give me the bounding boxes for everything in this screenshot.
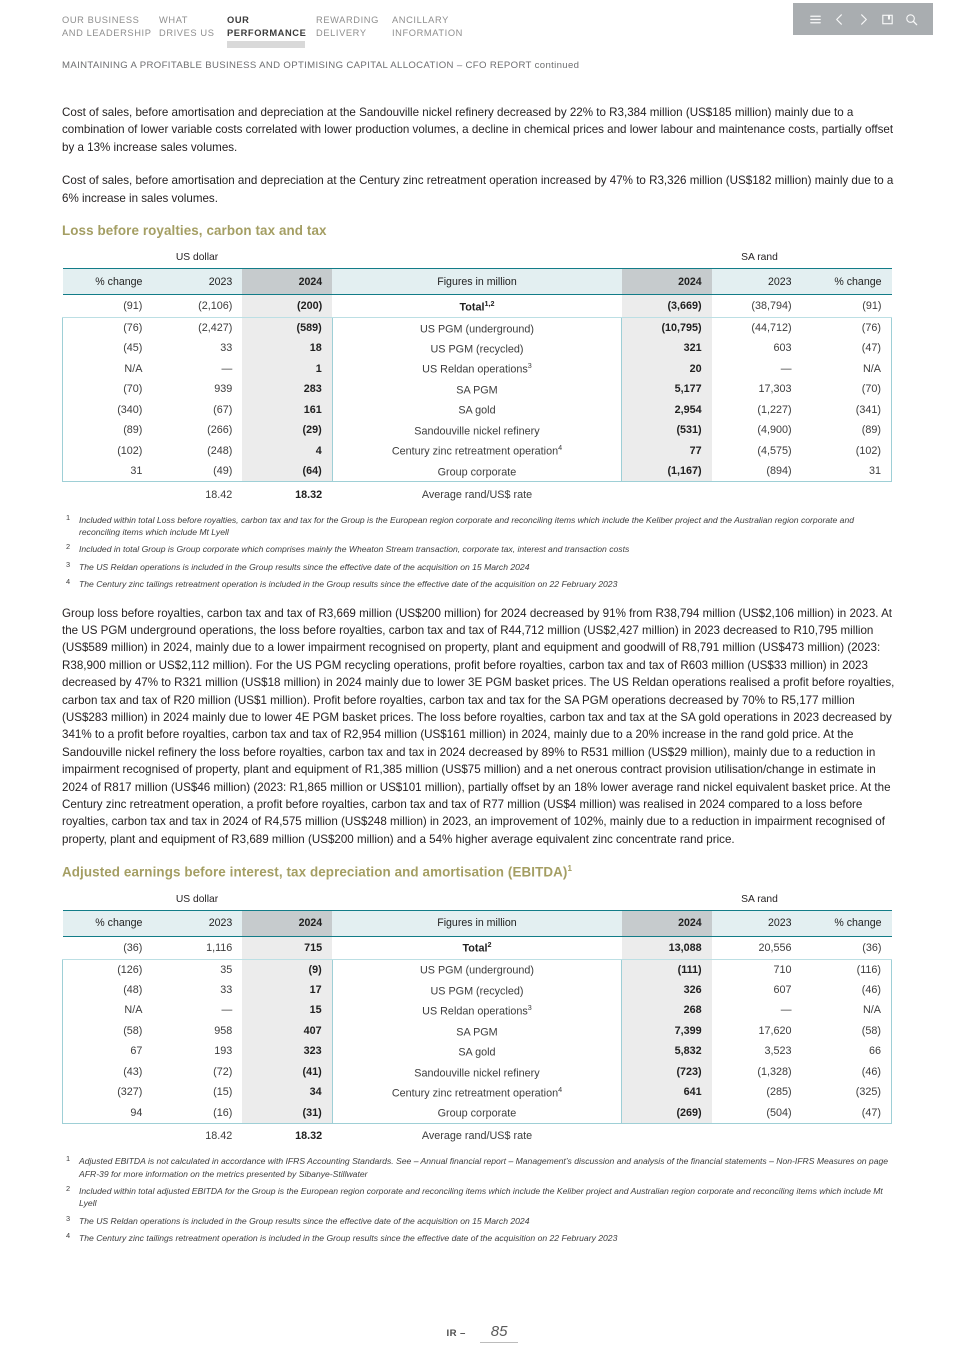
cell-usd-2023: 33 <box>220 342 233 355</box>
cell-zar-pct-change: 66 <box>802 1041 892 1062</box>
cell-row-label <box>332 980 622 1001</box>
cell-usd-2023: 958 <box>214 1024 233 1037</box>
footer-report-code: IR – <box>446 1328 466 1339</box>
table-header-row <box>63 269 892 295</box>
cell-zar-pct-change: (102) <box>802 441 892 462</box>
currency-label-sa-rand: SA rand <box>741 893 778 905</box>
col-header-zar-2023: 2023 <box>712 269 802 295</box>
cell-zar-2023: (4,575) <box>757 444 792 457</box>
nav-tab-line1: OUR BUSINESS <box>62 15 140 25</box>
row-label-text: Sandouville nickel refinery <box>414 1067 540 1080</box>
table-loss-before-royalties-wrapper <box>62 252 892 591</box>
cell-usd-2023: (266) <box>207 424 233 437</box>
table-row <box>63 461 892 482</box>
cell-usd-pct-change: N/A <box>63 359 153 380</box>
cell-zar-2024: 77 <box>622 441 712 462</box>
cell-zar-2024: 641 <box>622 1082 712 1103</box>
intro-paragraph-1: Cost of sales, before amortisation and depreciation at the Sandouville nickel refinery decreased by 22% to R3,384 million (US$185 million) mainly due to a combination of lower variable costs correlated with lower production volumes, a decline in chemical prices and lower labour and maintenance costs, partially offset by a 13% increase sales volumes. <box>62 106 894 154</box>
cell-usd-2023: 193 <box>214 1045 233 1058</box>
footnotes-table-2 <box>62 1155 892 1244</box>
row-label-text: SA PGM <box>456 1026 498 1039</box>
cell-usd-pct-change: 31 <box>63 461 153 482</box>
cell-usd-pct-change: N/A <box>63 1000 153 1021</box>
nav-tab-our-performance[interactable] <box>227 14 316 50</box>
cell-zar-2024: 5,832 <box>622 1041 712 1062</box>
cell-usd-2023: — <box>221 1004 233 1017</box>
cell-usd-2024: 4 <box>242 441 332 462</box>
currency-label-us-dollar: US dollar <box>175 252 219 264</box>
cell-usd-2024: (29) <box>242 420 332 441</box>
cell-row-label <box>332 359 622 380</box>
footnote-marker: 3 <box>66 1213 71 1223</box>
footnote-item <box>62 561 892 573</box>
footnote-item <box>62 1155 892 1180</box>
bookmark-icon[interactable] <box>880 12 895 27</box>
col-header-usd-2024: 2024 <box>242 269 332 295</box>
cell-zar-2024: (531) <box>622 420 712 441</box>
cell-usd-2024: 18 <box>242 338 332 359</box>
cell-usd-pct-change: (48) <box>63 980 153 1001</box>
table-loss-before-royalties <box>62 268 892 505</box>
row-label-text: Century zinc retreatment operation <box>391 446 559 459</box>
cell-rate-usd-2024: 18.32 <box>295 1130 323 1143</box>
next-icon[interactable] <box>856 12 871 27</box>
cell-row-label <box>332 338 622 359</box>
cell-usd-2023: — <box>221 362 233 375</box>
cell-zar-2023: 603 <box>773 342 792 355</box>
currency-label-us-dollar: US dollar <box>175 893 219 905</box>
cell-zar-2023: — <box>780 1004 792 1017</box>
cell-row-label <box>332 1041 622 1062</box>
cell-usd-2024: 1 <box>242 359 332 380</box>
footnote-marker: 4 <box>66 1231 71 1241</box>
cell-usd-pct-change: (340) <box>63 400 153 421</box>
cell-row-label <box>332 1103 622 1124</box>
col-header-zar-pct-change: % change <box>802 910 892 936</box>
cell-zar-pct-change: (47) <box>802 338 892 359</box>
cell-zar-2024: 7,399 <box>622 1021 712 1042</box>
row-label-text: Century zinc retreatment operation <box>391 1087 559 1100</box>
section-heading-loss-before-royalties <box>62 223 902 238</box>
footnote-text: The US Reldan operations is included in the Group results since the effective date of the acquisition on 15 March 2024 <box>79 1215 530 1226</box>
cell-usd-pct-change: (76) <box>63 318 153 339</box>
col-header-zar-2024: 2024 <box>622 910 712 936</box>
cell-usd-2023: (49) <box>152 461 242 482</box>
cell-usd-2024: (9) <box>242 959 332 980</box>
cell-row-label <box>332 1000 622 1021</box>
cell-usd-2024: (64) <box>242 461 332 482</box>
table-adjusted-ebitda <box>62 910 892 1147</box>
currency-labels-row-1 <box>62 252 892 268</box>
cell-zar-2024: (723) <box>622 1062 712 1083</box>
cell-usd-pct-change: (126) <box>63 959 153 980</box>
table-row <box>63 1082 892 1103</box>
footnote-text: The Century zinc tailings retreatment operation is included in the Group results since the effective date of the acquisition on 22 February 2023 <box>79 579 618 590</box>
cell-usd-pct-change: (58) <box>63 1021 153 1042</box>
cell-rate-label: Average rand/US$ rate <box>421 1130 533 1143</box>
row-label-superscript: 4 <box>558 1085 563 1095</box>
cell-usd-pct-change: (43) <box>63 1062 153 1083</box>
section-heading-text: Adjusted earnings before interest, tax depreciation and amortisation (EBITDA) <box>62 864 568 880</box>
cell-zar-2024: 2,954 <box>622 400 712 421</box>
row-label-text: US Reldan operations <box>422 364 528 377</box>
cell-zar-2023: (4,900) <box>757 424 792 437</box>
section-heading-adjusted-ebitda <box>62 864 902 879</box>
footnote-text: The US Reldan operations is included in the Group results since the effective date of the acquisition on 15 March 2024 <box>79 561 530 572</box>
cell-usd-pct-change: (91) <box>63 295 153 318</box>
cell-zar-2023: (894) <box>712 461 802 482</box>
cell-zar-2023: (1,227) <box>757 403 792 416</box>
col-header-usd-2023: 2023 <box>152 269 242 295</box>
cell-zar-pct-change: (341) <box>802 400 892 421</box>
analysis-paragraph: Group loss before royalties, carbon tax and tax of R3,669 million (US$200 million) for 2024 decreased by 91% from R38,794 million (US$2,106 million) in 2023. At the US PGM underground operations, the loss before royalties, carbon tax and tax of R44,712 million (US$2,427 million) in 2023 decreased to R10,795 million (US$589 million) in 2024, mainly due to a lower impairment recognised on property, plant and equipment and goodwill of R8,791 million (US$473 million) (2023: R38,900 million or US$2,112 million). For the US PGM recycling operations, profit before royalties, carbon tax and tax of R603 million (US$33 million) in 2023 decreased by 47% to R321 million (US$18 million) in 2024 mainly due to lower 3E PGM basket prices. The US Reldan operations realised a profit before royalties, carbon tax and tax of R20 million (US$1 million). Profit before royalties, carbon tax and tax for the SA PGM operations decreased by 70% to R5,177 million (US$283 million) in 2024 mainly due to lower 4E PGM basket prices. The loss before royalties, carbon tax and tax at the SA gold operations in 2023 decreased by 341% to a profit before royalties, carbon tax and tax of R2,954 million (US$161 million) in 2024, mainly due to a 20% increase in the rand gold price. At the Sandouville nickel refinery the loss before royalties, carbon tax and tax in 2024 decreased by 89% to R531 million (US$29 million), mainly due to a reduction in impairment recognised of property, plant and equipment of R1,385 million (US$75 million) and a net onerous contract provision utilisation/change in estimate in 2024 of R817 million (US$46 million) (2023: R1,865 million or US$101 million), partially offset by an 18% lower average rand nickel equivalent basket price. At the Century zinc retreatment operation, a profit before royalties, carbon tax and tax of R77 million (US$4 million) was realised in 2024 compared to a loss before royalties, carbon tax and tax in 2024 of R4,575 million (US$248 million) in 2023, an improvement of 102%, mainly due to a reduction in impairment recognised of property, plant and equipment of R3,689 million (US$200 million) and a 54% higher average equivalent zinc concentrate rand price. <box>62 606 895 846</box>
nav-tab-ancillary-information[interactable] <box>392 14 482 50</box>
menu-icon[interactable] <box>808 12 823 27</box>
page-number: 85 <box>480 1323 519 1343</box>
cell-usd-pct-change: (89) <box>63 420 153 441</box>
nav-tab-line2: INFORMATION <box>392 28 463 38</box>
table-row <box>63 1103 892 1124</box>
col-header-figures-in-million: Figures in million <box>332 269 622 295</box>
cell-zar-2024: 321 <box>622 338 712 359</box>
page-kicker <box>62 60 579 71</box>
cell-zar-pct-change: (70) <box>802 379 892 400</box>
footnote-marker: 1 <box>66 512 71 522</box>
row-label-text: SA gold <box>458 1046 496 1059</box>
row-label-text: Group corporate <box>437 1108 517 1121</box>
table-row <box>63 441 892 462</box>
cell-zar-2023: — <box>780 362 792 375</box>
table-row <box>63 1062 892 1083</box>
footnote-text: Included within total Loss before royalties, carbon tax and tax for the Group is the European region corporate and reconciling items which include the Keliber project and the Australian region corporate and reconciling items which include Mt Lyell <box>79 514 855 537</box>
nav-tab-line1: ANCILLARY <box>392 15 449 25</box>
cell-usd-2023: 1,116 <box>152 936 242 959</box>
row-label-superscript: 3 <box>527 361 532 371</box>
cell-rate-usd-2024: 18.32 <box>295 488 323 501</box>
nav-tab-line2: AND LEADERSHIP <box>62 28 152 38</box>
table-row <box>63 959 892 980</box>
row-label-text: US PGM (recycled) <box>430 343 524 356</box>
cell-usd-2024: (589) <box>242 318 332 339</box>
row-label-text: Total <box>459 301 485 314</box>
footnote-item <box>62 1185 892 1210</box>
row-label-superscript: 3 <box>527 1003 532 1013</box>
cell-usd-pct-change: 94 <box>63 1103 153 1124</box>
cell-usd-pct-change: (45) <box>63 338 153 359</box>
nav-tab-line1: OUR <box>227 15 250 25</box>
col-header-figures-in-million: Figures in million <box>332 910 622 936</box>
footnote-text: The Century zinc tailings retreatment operation is included in the Group results since the effective date of the acquisition on 22 February 2023 <box>79 1233 618 1244</box>
cell-zar-pct-change: (47) <box>802 1103 892 1124</box>
cell-zar-2023: 3,523 <box>764 1045 792 1058</box>
table-row <box>63 338 892 359</box>
footnote-marker: 1 <box>66 1154 71 1164</box>
cell-zar-2024: (111) <box>622 959 712 980</box>
viewer-toolbar <box>793 3 933 35</box>
table-row <box>63 420 892 441</box>
col-header-usd-pct-change: % change <box>63 910 153 936</box>
cell-usd-pct-change: (327) <box>63 1082 153 1103</box>
table-row <box>63 980 892 1001</box>
table-row-total <box>63 936 892 959</box>
cell-rate-label: Average rand/US$ rate <box>421 488 533 501</box>
nav-tab-our-business-and-leadership[interactable] <box>62 14 159 50</box>
footnote-item <box>62 543 892 555</box>
cell-zar-2023: 20,556 <box>712 936 802 959</box>
cell-zar-pct-change: N/A <box>802 359 892 380</box>
cell-usd-2024: 407 <box>242 1021 332 1042</box>
table-body <box>63 295 892 505</box>
table-row-total <box>63 295 892 318</box>
cell-zar-2023: (1,328) <box>757 1065 792 1078</box>
footnote-item <box>62 1215 892 1227</box>
row-label-text: US Reldan operations <box>422 1005 528 1018</box>
cell-zar-2023: 710 <box>773 963 792 976</box>
cell-zar-2023: 17,620 <box>758 1024 792 1037</box>
table-row <box>63 1041 892 1062</box>
nav-tab-line2: DRIVES US <box>159 28 215 38</box>
cell-zar-pct-change: (89) <box>802 420 892 441</box>
footnote-text: Adjusted EBITDA is not calculated in accordance with IFRS Accounting Standards. See – Annual financial report – Management’s discussion and analysis of the financial statements – Non-IFRS Measures on page AFR-39 for more information on the metrics presented by Sibanye-Stillwater <box>79 1156 889 1179</box>
cell-zar-2024: (269) <box>622 1103 712 1124</box>
search-icon[interactable] <box>904 12 919 27</box>
cell-row-label <box>332 295 622 318</box>
table-row <box>63 1000 892 1021</box>
cell-zar-2024: 326 <box>622 980 712 1001</box>
cell-usd-2024: 161 <box>242 400 332 421</box>
nav-tab-line1: WHAT <box>159 15 189 25</box>
table-row <box>63 318 892 339</box>
cell-zar-2024: (10,795) <box>622 318 712 339</box>
cell-zar-2024: 5,177 <box>622 379 712 400</box>
table-adjusted-ebitda-wrapper <box>62 894 892 1245</box>
row-label-text: SA PGM <box>456 384 498 397</box>
cell-zar-pct-change: 31 <box>802 461 892 482</box>
footnote-marker: 4 <box>66 577 71 587</box>
cell-zar-2024: (3,669) <box>622 295 712 318</box>
cell-rate-usd-2023: 18.42 <box>205 488 233 501</box>
cell-zar-2023: (285) <box>766 1086 792 1099</box>
main-nav <box>62 14 482 50</box>
kicker-text: MAINTAINING A PROFITABLE BUSINESS AND OPTIMISING CAPITAL ALLOCATION – CFO REPORT <box>62 60 535 71</box>
cell-zar-pct-change: (46) <box>802 980 892 1001</box>
cell-zar-2023: 607 <box>773 983 792 996</box>
footnote-item <box>62 1232 892 1244</box>
cell-usd-2024: 17 <box>242 980 332 1001</box>
cell-usd-2024: 15 <box>242 1000 332 1021</box>
cell-zar-2024: 20 <box>622 359 712 380</box>
cell-zar-pct-change: (91) <box>802 295 892 318</box>
cell-row-label <box>332 379 622 400</box>
cell-usd-2024: 34 <box>242 1082 332 1103</box>
intro-paragraph-2: Cost of sales, before amortisation and depreciation at the Century zinc retreatment operation increased by 47% to R3,326 million (US$182 million) mainly due to a 6% increase in sales volumes. <box>62 174 894 205</box>
footnote-text: Included in total Group is Group corporate which comprises mainly the Wheaton Stream transaction, corporate tax, interest and transaction costs <box>79 544 630 555</box>
footnote-text: Included within total adjusted EBITDA for the Group is the European region corporate and reconciling items which include the Keliber project and Australian region corporate and reconciling items which include Mt Lyell <box>79 1186 883 1209</box>
prev-icon[interactable] <box>832 12 847 27</box>
col-header-usd-2024: 2024 <box>242 910 332 936</box>
cell-zar-pct-change: (36) <box>802 936 892 959</box>
row-label-text: US PGM (recycled) <box>430 985 524 998</box>
footnote-item <box>62 578 892 590</box>
row-label-text: Total <box>462 943 488 956</box>
cell-usd-2023: (248) <box>207 444 233 457</box>
page-content <box>62 104 902 1250</box>
cell-row-label <box>332 318 622 339</box>
cell-row-label <box>332 441 622 462</box>
nav-tab-line1: REWARDING <box>316 15 379 25</box>
cell-usd-2023: (16) <box>152 1103 242 1124</box>
nav-tab-what-drives-us[interactable] <box>159 14 227 50</box>
cell-usd-2024: 283 <box>242 379 332 400</box>
cell-row-label <box>332 1082 622 1103</box>
cell-zar-2024: (1,167) <box>622 461 712 482</box>
row-label-superscript: 4 <box>558 443 563 453</box>
currency-labels-row-2 <box>62 894 892 910</box>
table-row-average-rate <box>63 482 892 505</box>
cell-rate-usd-2023: 18.42 <box>205 1130 233 1143</box>
cell-usd-pct-change: (70) <box>63 379 153 400</box>
table-row-average-rate <box>63 1123 892 1146</box>
nav-tab-rewarding-delivery[interactable] <box>316 14 392 50</box>
cell-usd-2023: (2,106) <box>152 295 242 318</box>
footnote-marker: 2 <box>66 1184 71 1194</box>
cell-row-label <box>332 461 622 482</box>
cell-row-label <box>332 959 622 980</box>
col-header-usd-2023: 2023 <box>152 910 242 936</box>
footnotes-table-1 <box>62 514 892 591</box>
page-footer <box>0 1323 965 1343</box>
row-label-superscript: 2 <box>487 940 492 950</box>
cell-zar-pct-change: (116) <box>802 959 892 980</box>
cell-zar-2023: (38,794) <box>712 295 802 318</box>
cell-usd-2024: 715 <box>242 936 332 959</box>
col-header-zar-2023: 2023 <box>712 910 802 936</box>
col-header-zar-2024: 2024 <box>622 269 712 295</box>
section-heading-text: Loss before royalties, carbon tax and tax <box>62 223 327 239</box>
footnote-item <box>62 514 892 539</box>
row-label-superscript: 1,2 <box>484 298 495 308</box>
cell-zar-pct-change: (58) <box>802 1021 892 1042</box>
cell-usd-pct-change: (36) <box>63 936 153 959</box>
cell-row-label <box>332 400 622 421</box>
cell-zar-2023: (44,712) <box>751 322 792 335</box>
nav-tab-line2: PERFORMANCE <box>227 28 307 38</box>
cell-usd-2024: (41) <box>242 1062 332 1083</box>
cell-zar-2024: 13,088 <box>622 936 712 959</box>
cell-usd-2023: (67) <box>213 403 233 416</box>
row-label-text: US PGM (underground) <box>419 323 534 336</box>
cell-usd-pct-change: 67 <box>63 1041 153 1062</box>
table-row <box>63 400 892 421</box>
row-label-text: SA gold <box>458 405 496 418</box>
cell-zar-pct-change: N/A <box>802 1000 892 1021</box>
cell-usd-2024: (31) <box>242 1103 332 1124</box>
cell-usd-2024: 323 <box>242 1041 332 1062</box>
table-row <box>63 359 892 380</box>
row-label-text: Group corporate <box>437 466 517 479</box>
footnote-marker: 2 <box>66 542 71 552</box>
col-header-usd-pct-change: % change <box>63 269 153 295</box>
cell-usd-2023: 35 <box>220 963 233 976</box>
currency-label-sa-rand: SA rand <box>741 252 778 264</box>
cell-zar-pct-change: (46) <box>802 1062 892 1083</box>
cell-usd-2024: (200) <box>242 295 332 318</box>
col-header-zar-pct-change: % change <box>802 269 892 295</box>
cell-row-label <box>332 420 622 441</box>
row-label-text: Sandouville nickel refinery <box>414 425 540 438</box>
table-header-row <box>63 910 892 936</box>
cell-usd-2023: 33 <box>220 983 233 996</box>
footnote-marker: 3 <box>66 559 71 569</box>
table-body <box>63 936 892 1146</box>
cell-row-label <box>332 1021 622 1042</box>
cell-zar-pct-change: (76) <box>802 318 892 339</box>
nav-tab-line2: DELIVERY <box>316 28 367 38</box>
cell-usd-2023: (2,427) <box>198 322 233 335</box>
cell-usd-pct-change: (102) <box>63 441 153 462</box>
cell-zar-pct-change: (325) <box>802 1082 892 1103</box>
cell-zar-2023: (504) <box>712 1103 802 1124</box>
cell-usd-2023: (15) <box>213 1086 233 1099</box>
cell-zar-2024: 268 <box>622 1000 712 1021</box>
table-row <box>63 379 892 400</box>
cell-usd-2023: (72) <box>213 1065 233 1078</box>
cell-row-label <box>332 936 622 959</box>
cell-zar-2023: 17,303 <box>758 383 792 396</box>
row-label-text: US PGM (underground) <box>419 965 534 978</box>
kicker-continued: continued <box>534 60 580 71</box>
cell-usd-2023: 939 <box>214 383 233 396</box>
section-heading-superscript: 1 <box>567 864 573 874</box>
cell-row-label <box>332 1062 622 1083</box>
table-row <box>63 1021 892 1042</box>
